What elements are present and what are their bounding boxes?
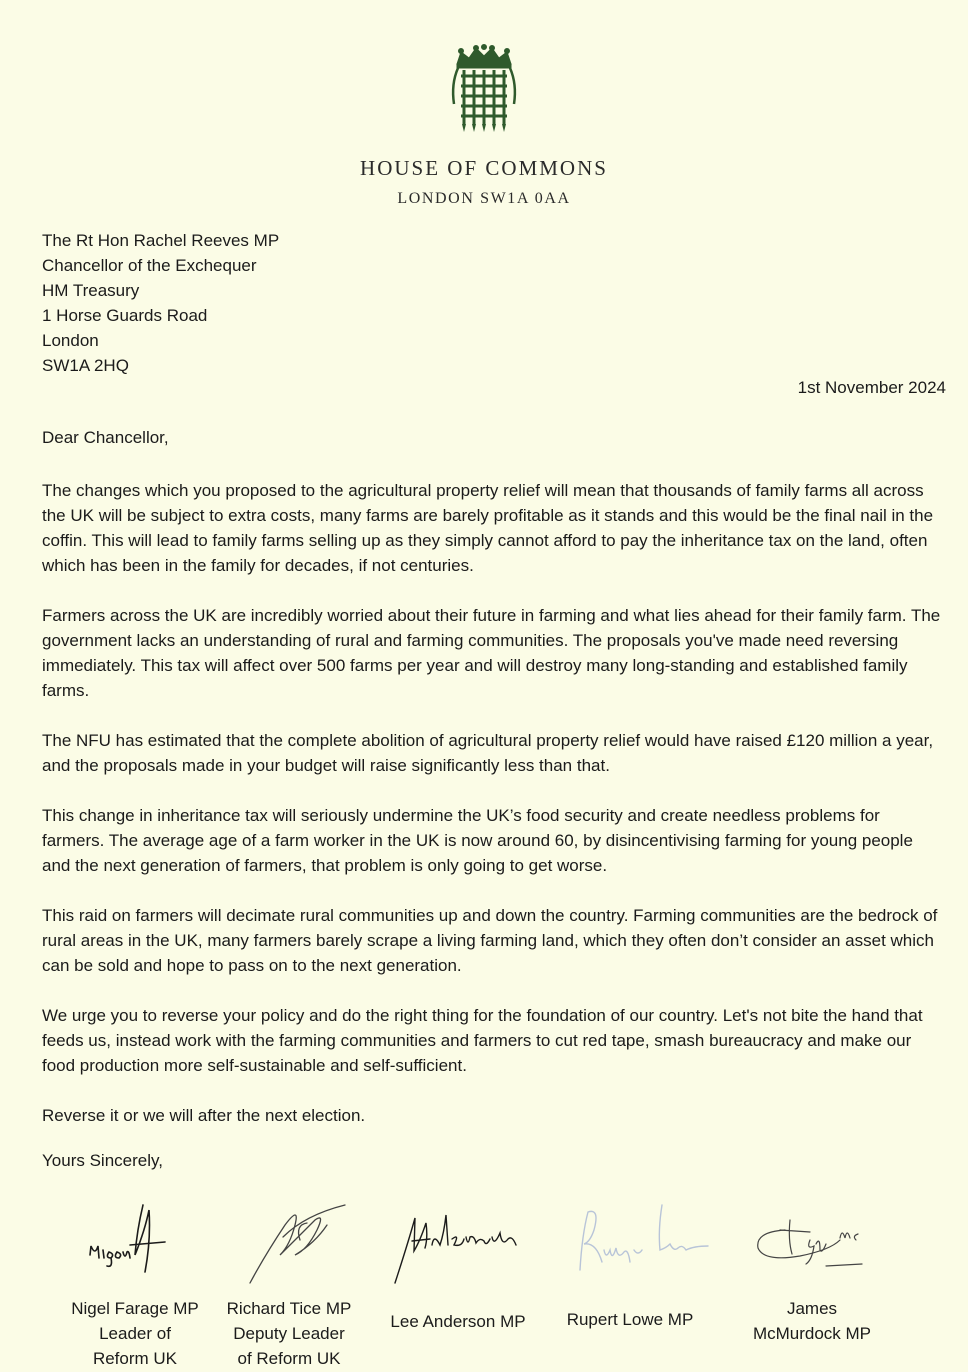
signature-james-mcmurdock bbox=[750, 1210, 870, 1280]
signatory-line: Nigel Farage MP bbox=[71, 1299, 199, 1318]
signatory-lee-anderson bbox=[376, 1309, 540, 1334]
signatures-row bbox=[0, 1195, 968, 1295]
body-paragraph: The changes which you proposed to the agricultural property relief will mean that thousands of family farms all across the UK will be subject to extra costs, many farms are barely profitable as it stands and this would be the final nail in the coffin. This will lead to family farms selling up as they simply cannot afford to pay the inheritance tax on the land, often which has been in the family for decades, if not centuries. bbox=[42, 481, 934, 575]
body-paragraph: This change in inheritance tax will seriously undermine the UK’s food security and create needless problems for farmers. The average age of a farm worker in the UK is now around 60, by disincentivising farming for young people and the next generation of farmers, that problem is only going to get worse. bbox=[42, 806, 913, 875]
letter-body bbox=[42, 478, 944, 1153]
signatory-line: Lee Anderson MP bbox=[390, 1312, 526, 1331]
closing: Yours Sincerely, bbox=[42, 1151, 163, 1170]
signatory-rupert-lowe bbox=[552, 1307, 708, 1332]
signatory-line: McMurdock MP bbox=[752, 1324, 872, 1343]
letterhead-address: LONDON SW1A 0AA bbox=[397, 190, 571, 207]
body-paragraph: This raid on farmers will decimate rural communities up and down the country. Farming communities are the bedrock of rural areas in the UK, many farmers barely scrape a living farming land, which they often don’t consider an asset which can be sold and hope to pass on to the next generation. bbox=[42, 906, 938, 975]
signatory-james-mcmurdock bbox=[734, 1296, 890, 1346]
signature-rupert-lowe bbox=[570, 1200, 715, 1280]
signatory-line: Rupert Lowe MP bbox=[566, 1310, 694, 1329]
salutation: Dear Chancellor, bbox=[42, 428, 169, 447]
signatory-richard-tice bbox=[212, 1296, 366, 1371]
recipient-line: HM Treasury bbox=[42, 281, 140, 300]
portcullis-emblem bbox=[449, 44, 519, 134]
signatory-line: James bbox=[786, 1299, 838, 1318]
body-paragraph: The NFU has estimated that the complete abolition of agricultural property relief would have raised £120 million a year, and the proposals made in your budget will raise significantly less than that. bbox=[42, 731, 934, 775]
letter-date: 1st November 2024 bbox=[797, 378, 946, 397]
signatory-nigel-farage bbox=[58, 1296, 212, 1371]
recipient-address bbox=[42, 228, 279, 378]
signature-lee-anderson bbox=[390, 1203, 530, 1288]
body-paragraph: Farmers across the UK are incredibly worried about their future in farming and what lies ahead for their family farm. The government lacks an understanding of rural and farming communities. The proposals you've made need reversing immediately. This tax will affect over 500 farms per year and will destroy many long-standing and established family farms. bbox=[42, 606, 941, 700]
recipient-line: London bbox=[42, 331, 99, 350]
signatory-line: Richard Tice MP bbox=[226, 1299, 352, 1318]
signatory-line: Deputy Leader bbox=[233, 1324, 345, 1343]
letterhead-institution: HOUSE OF COMMONS bbox=[360, 156, 608, 180]
recipient-line: SW1A 2HQ bbox=[42, 356, 129, 375]
signatory-line: of Reform UK bbox=[237, 1349, 341, 1368]
recipient-line: The Rt Hon Rachel Reeves MP bbox=[42, 231, 280, 250]
signatory-line: Leader of bbox=[99, 1324, 171, 1343]
signature-richard-tice bbox=[245, 1195, 355, 1290]
recipient-line: Chancellor of the Exchequer bbox=[42, 256, 257, 275]
recipient-line: 1 Horse Guards Road bbox=[42, 306, 208, 325]
signatory-line: Reform UK bbox=[92, 1349, 178, 1368]
body-paragraph: We urge you to reverse your policy and do the right thing for the foundation of our country. Let's not bite the hand that feeds us, instead work with the farming communities and farmers to cut red tape, smash bureaucracy and make our food production more self-sustainable and self-sufficient. bbox=[42, 1006, 923, 1075]
body-paragraph: Reverse it or we will after the next election. bbox=[42, 1106, 366, 1125]
signature-nigel-farage bbox=[85, 1200, 175, 1285]
